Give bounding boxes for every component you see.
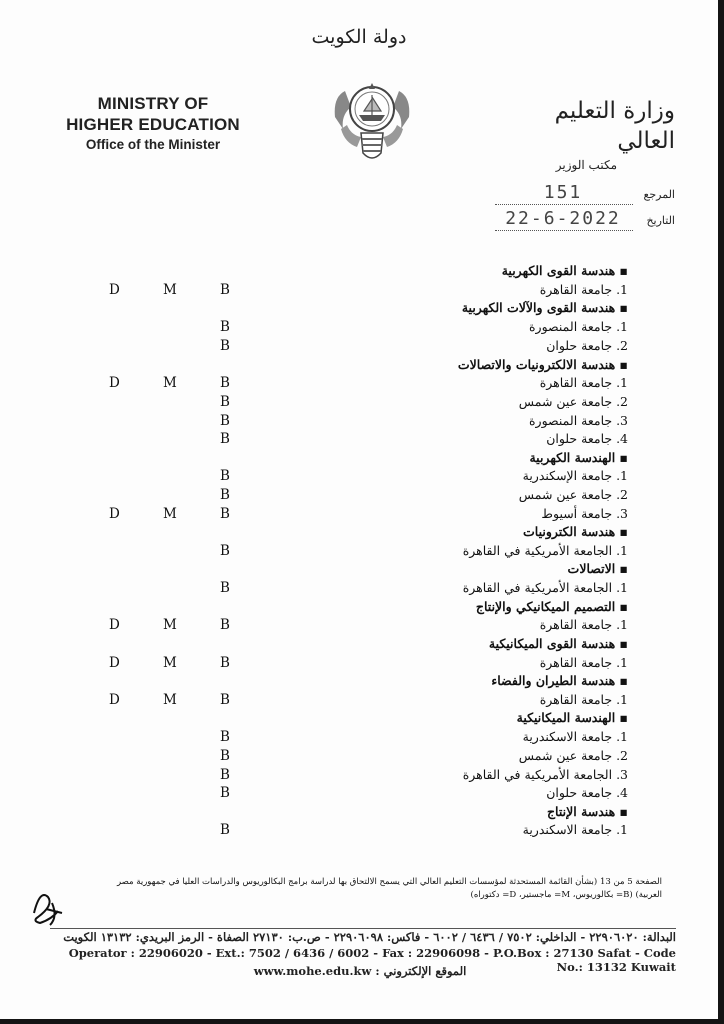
signature-initials: [28, 883, 68, 927]
scan-border-bottom: [0, 1019, 724, 1024]
reference-label: المرجع: [643, 188, 675, 201]
degree-b: B: [220, 413, 230, 429]
degree-d: D: [109, 692, 120, 708]
university-row: [0, 282, 718, 300]
program-name: ▪ هندسة الالكترونيات والاتصالات: [457, 357, 628, 372]
degree-b: B: [220, 375, 230, 391]
university-row: [0, 431, 718, 449]
degree-b: B: [220, 692, 230, 708]
degree-b: B: [220, 468, 230, 484]
ministry-line-1: MINISTRY OF: [97, 94, 209, 113]
program-heading: [0, 300, 718, 318]
university-row: [0, 375, 718, 393]
university-name: 3. جامعة أسيوط: [541, 506, 628, 521]
footer-contact-arabic: البدالة: ٢٢٩٠٦٠٢٠ - الداخلي: ٧٥٠٢ / ٦٤٣٦ / ٦٠٠٢ - فاكس: ٢٢٩٠٦٠٩٨ - ص.ب: ٢٧١٣٠ الصفاة - الرمز البريدي: ١٣١٣٢ الكويت: [63, 930, 676, 944]
program-heading: [0, 263, 718, 281]
degree-d: D: [109, 375, 120, 391]
university-name: 1. جامعة القاهرة: [539, 617, 628, 632]
footer-contact-english: Operator : 22906020 - Ext.: 7502 / 6436 / 6002 - Fax : 22906098 - P.O.Box : 27130 Safat - Code No.: 13132 Kuwait: [68, 946, 676, 974]
university-row: [0, 319, 718, 337]
university-name: 1. جامعة القاهرة: [539, 692, 628, 707]
university-row: [0, 822, 718, 840]
university-name: 2. جامعة عين شمس: [518, 748, 628, 763]
degree-b: B: [220, 822, 230, 838]
program-heading: [0, 710, 718, 728]
university-name: 1. جامعة القاهرة: [539, 655, 628, 670]
degree-m: M: [163, 692, 177, 708]
program-name: ▪ هندسة الطيران والفضاء: [491, 673, 628, 688]
university-name: 2. جامعة عين شمس: [518, 394, 628, 409]
university-row: [0, 748, 718, 766]
reference-field: [495, 182, 675, 208]
university-row: [0, 655, 718, 673]
scan-border-right: [718, 0, 724, 1024]
program-name: ▪ هندسة القوى والآلات الكهربية: [461, 300, 628, 315]
reference-value: 151: [543, 182, 583, 203]
reference-underline: [495, 204, 633, 205]
degree-d: D: [109, 282, 120, 298]
degree-m: M: [163, 506, 177, 522]
footnote-line-1: الصفحة 5 من 13 (بشأن القائمة المستحدثة لمؤسسات التعليم العالي التي يسمح الالتحاق بها لدراسة برامج البكالوريوس والدراسات العليا في جمهورية مصر: [116, 877, 662, 887]
university-row: [0, 785, 718, 803]
university-name: 1. الجامعة الأمريكية في القاهرة: [462, 580, 628, 595]
state-name: دولة الكويت: [311, 26, 407, 48]
degree-d: D: [109, 655, 120, 671]
program-heading: [0, 636, 718, 654]
university-name: 2. جامعة حلوان: [546, 338, 628, 353]
degree-m: M: [163, 617, 177, 633]
program-heading: [0, 450, 718, 468]
degree-b: B: [220, 767, 230, 783]
kuwait-emblem-icon: [331, 77, 413, 169]
program-name: ▪ هندسة الإنتاج: [546, 804, 628, 819]
degree-m: M: [163, 375, 177, 391]
degree-b: B: [220, 431, 230, 447]
university-row: [0, 487, 718, 505]
footer-website: www.mohe.edu.kw : الموقع الإلكتروني: [253, 964, 467, 978]
degree-b: B: [220, 338, 230, 354]
date-label: التاريخ: [646, 214, 675, 227]
university-row: [0, 692, 718, 710]
university-row: [0, 580, 718, 598]
degree-b: B: [220, 394, 230, 410]
office-line: Office of the Minister: [85, 137, 221, 152]
degree-b: B: [220, 655, 230, 671]
program-heading: [0, 599, 718, 617]
university-name: 1. جامعة القاهرة: [539, 282, 628, 297]
university-row: [0, 506, 718, 524]
ministry-line-2: HIGHER EDUCATION: [66, 115, 240, 134]
university-name: 1. جامعة القاهرة: [539, 375, 628, 390]
program-name: ▪ هندسة الكترونيات: [523, 524, 628, 539]
university-name: 4. جامعة حلوان: [546, 431, 628, 446]
degree-d: D: [109, 506, 120, 522]
degree-b: B: [220, 580, 230, 596]
program-heading: [0, 673, 718, 691]
university-row: [0, 394, 718, 412]
university-row: [0, 338, 718, 356]
degree-b: B: [220, 506, 230, 522]
degree-m: M: [163, 282, 177, 298]
university-row: [0, 729, 718, 747]
degree-m: M: [163, 655, 177, 671]
university-name: 4. جامعة حلوان: [546, 785, 628, 800]
program-name: ▪ الهندسة الكهربية: [529, 450, 628, 465]
degree-b: B: [220, 617, 230, 633]
university-name: 3. جامعة المنصورة: [529, 413, 628, 428]
program-heading: [0, 357, 718, 375]
program-heading: [0, 804, 718, 822]
university-name: 1. جامعة المنصورة: [529, 319, 628, 334]
degree-b: B: [220, 785, 230, 801]
date-underline: [495, 230, 633, 231]
degree-b: B: [220, 487, 230, 503]
program-name: ▪ الهندسة الميكانيكية: [516, 710, 628, 725]
university-name: 1. جامعة الاسكندرية: [522, 729, 628, 744]
office-arabic-name: مكتب الوزير: [555, 158, 617, 172]
university-name: 1. الجامعة الأمريكية في القاهرة: [462, 543, 628, 558]
university-name: 2. جامعة عين شمس: [518, 487, 628, 502]
university-row: [0, 767, 718, 785]
ministry-arabic-heading: [500, 96, 675, 174]
degree-b: B: [220, 319, 230, 335]
program-name: ▪ هندسة القوى الميكانيكية: [488, 636, 628, 651]
program-name: ▪ الاتصالات: [567, 561, 628, 576]
date-value: 22-6-2022: [505, 208, 621, 229]
university-row: [0, 468, 718, 486]
page-footnote: [90, 876, 662, 902]
program-heading: [0, 561, 718, 579]
date-field: [495, 208, 675, 234]
university-row: [0, 413, 718, 431]
ministry-arabic-name: وزارة التعليم العالي: [554, 98, 675, 154]
university-name: 1. جامعة الإسكندرية: [522, 468, 628, 483]
program-name: ▪ هندسة القوى الكهربية: [501, 263, 628, 278]
degree-b: B: [220, 282, 230, 298]
degree-b: B: [220, 729, 230, 745]
university-name: 1. جامعة الاسكندرية: [522, 822, 628, 837]
degree-d: D: [109, 617, 120, 633]
degree-b: B: [220, 543, 230, 559]
university-row: [0, 617, 718, 635]
ministry-english-heading: [58, 93, 248, 155]
program-heading: [0, 524, 718, 542]
university-name: 3. الجامعة الأمريكية في القاهرة: [462, 767, 628, 782]
footer-divider: [50, 928, 676, 929]
program-name: ▪ التصميم الميكانيكي والإنتاج: [475, 599, 628, 614]
footnote-line-2: العربية) (B= بكالوريوس، M= ماجستير، D= دكتوراه): [470, 890, 662, 900]
university-row: [0, 543, 718, 561]
degree-b: B: [220, 748, 230, 764]
